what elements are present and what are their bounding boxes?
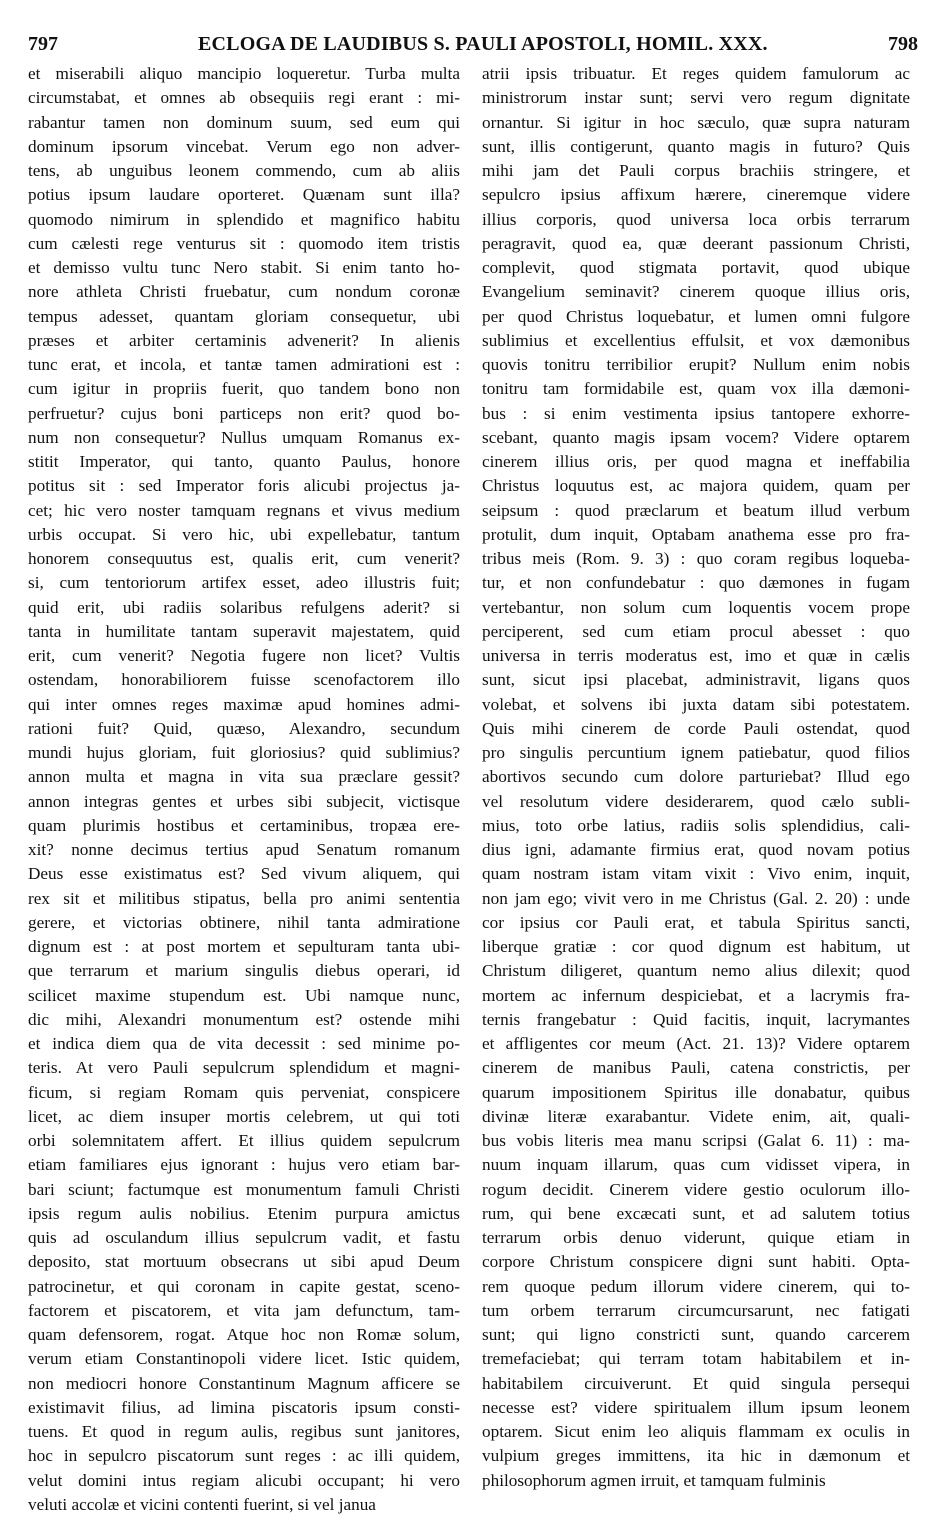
text-line: existimavit filius, ad limina piscatoris ipsum consti- — [28, 1397, 460, 1417]
right-text-column — [482, 62, 910, 1493]
text-line: annon multa et magna in vita sua præclare gessit? — [28, 767, 460, 787]
text-line: tur, et non confundebatur : quo dæmones in fugam — [482, 573, 910, 593]
text-line: seipsum : quod præclarum et beatum illud verbum — [482, 500, 910, 520]
text-line: et indica diem qua de vita decessit : sed minime po- — [28, 1034, 460, 1053]
text-line: mius, toto orbe latius, radiis solis splendidius, cali- — [482, 815, 910, 835]
text-line: volebat, et solvens ibi juxta datam sibi potestatem. — [482, 694, 910, 714]
text-line: stitit Imperator, qui tanto, quanto Paulus, honore — [28, 452, 460, 471]
text-line: bari sciunt; factumque est monumentum famuli Christi — [28, 1179, 460, 1199]
text-line: tremefaciebat; qui terram totam habitabilem et in- — [482, 1349, 910, 1369]
text-line: tens, ab unguibus leonem commendo, cum ab aliis — [28, 161, 460, 180]
text-line: rem quoque pedum illorum videre cinerem, qui to- — [482, 1276, 910, 1296]
text-line: bus vobis literis mea manu scripsi (Galat 6. 11) : ma- — [482, 1131, 910, 1150]
text-line: rex sit et militibus stipatus, bella pro animi sententia — [28, 888, 460, 908]
text-line: orbi solemnitatem affert. Et illius quidem sepulcrum — [28, 1131, 460, 1150]
page-number-left: 797 — [28, 33, 58, 55]
text-line: Quis mihi cinerem de corde Pauli ostendat, quod — [482, 718, 910, 738]
text-line: quam nostram istam vitam vixit : Vivo enim, inquit, — [482, 864, 910, 884]
text-line: quomodo nimirum in splendido et magnifico habitu — [28, 209, 460, 229]
text-line: sunt; qui ligno constricti sunt, quando carcerem — [482, 1325, 910, 1344]
text-line: si, cum tentoriorum artifex esset, adeo illustris fuit; — [28, 573, 460, 593]
text-line: gerere, et victorias obtinere, nihil tanta admiratione — [28, 912, 460, 932]
text-line: vertebantur, non solum cum loquentis vocem prope — [482, 597, 910, 617]
text-line: potitus sit : sed Imperator foris alicubi projectus ja- — [28, 476, 460, 496]
text-line: divinæ literæ exarabantur. Videte enim, ait, quali- — [482, 1106, 910, 1126]
text-line: sunt, sicut ipsi placebat, administravit, ligans quos — [482, 670, 910, 690]
text-line: præses et arbiter certaminis advenerit? In alienis — [28, 330, 460, 350]
text-line: teris. At vero Pauli sepulcrum splendidum et magni- — [28, 1058, 460, 1078]
text-line: necesse est? videre spiritualem illum ipsum leonem — [482, 1397, 910, 1417]
text-line: sunt, illis contigerunt, quanto magis in futuro? Quis — [482, 136, 910, 156]
text-line: Christum diligeret, quantum nemo alius dilexit; quod — [482, 961, 910, 981]
text-line: tonitru tam formidabile est, quam vox illa dæmoni- — [482, 379, 910, 399]
text-line: complevit, quod stigmata portavit, quod ubique — [482, 258, 910, 277]
text-line: erit, cum venerit? Negotia fugere non licet? Vultis — [28, 646, 460, 665]
text-line: dic mihi, Alexandri monumentum est? ostende mihi — [28, 1009, 460, 1029]
text-line: mundi hujus gloriam, fuit gloriosius? quid sublimius? — [28, 743, 460, 762]
text-line: atrii ipsis tribuatur. Et reges quidem famulorum ac — [482, 64, 910, 83]
text-line: ornantur. Si igitur in hoc sæculo, quæ supra naturam — [482, 112, 910, 132]
text-line: cinerem de manibus Pauli, catena constrictis, per — [482, 1058, 910, 1078]
text-line: dominum ipsorum vincebat. Verum ego non adver- — [28, 136, 460, 156]
text-line: honorem consequutus est, qualis erit, cum venerit? — [28, 549, 460, 568]
text-line: perciperent, sed cum etiam procul abesset : quo — [482, 621, 910, 641]
text-line: quarum impositionem Spiritus ille donabatur, quibus — [482, 1082, 910, 1102]
text-line: cum cælesti rege venturus sit : quomodo item tristis — [28, 233, 460, 253]
text-line: universa in terris moderatus est, imo et quæ in cælis — [482, 646, 910, 665]
text-line: quid erit, ubi radiis solaribus refulgens aderit? si — [28, 597, 460, 617]
text-line: velut domini intus regiam alicubi occupant; hi vero — [28, 1470, 460, 1490]
text-line: potius ipsum laudare oporteret. Quænam sunt illa? — [28, 185, 460, 205]
text-line: bus : si enim vestimenta ipsius tantopere exhorre- — [482, 403, 910, 423]
text-line: Christus loquutus est, ac majora quidem, quam per — [482, 476, 910, 496]
text-line: liberque gratiæ : cor quod dignum est habitum, ut — [482, 937, 910, 956]
text-line: cum igitur in propriis fuerit, quo tandem bono non — [28, 379, 460, 399]
text-line: scilicet maxime stupendum est. Ubi namque nunc, — [28, 985, 460, 1005]
text-line: Deus esse existimatus est? Sed vivum aliquem, qui — [28, 864, 460, 884]
text-line: tanta in humilitate tantam superavit majestatem, quid — [28, 621, 460, 641]
text-line: tunc erat, et incola, et tantæ tamen admirationi est : — [28, 355, 460, 374]
text-line: optarem. Sicut enim leo aliquis flammam ex oculis in — [482, 1422, 910, 1441]
text-line: tribus meis (Rom. 9. 3) : quo coram regibus loqueba- — [482, 549, 910, 568]
text-line: peragravit, quod ea, quæ deerant passionum Christi, — [482, 233, 910, 253]
text-line: cor ipsius cor Pauli erat, et tabula Spiritus sancti, — [482, 912, 910, 932]
running-header — [28, 33, 918, 59]
text-line: quam plurimis hostibus et certaminibus, tropæa ere- — [28, 815, 460, 835]
text-line: sepulcro ipsius affixum hærere, cineremque videre — [482, 185, 910, 205]
text-line: licet, ac diem insuper mortis celebrem, ut qui toti — [28, 1106, 460, 1126]
text-line: cet; hic vero noster tamquam regnans et vivus medium — [28, 500, 460, 520]
running-title: ECLOGA DE LAUDIBUS S. PAULI APOSTOLI, HOMIL. XXX. — [198, 33, 768, 55]
text-line: ternis frangebatur : Quid facitis, inquit, lacrymantes — [482, 1009, 910, 1029]
text-line: nuum inquam illarum, quas cum vidisset vipera, in — [482, 1155, 910, 1175]
text-line: corpore Christum conspicere digni sunt habiti. Opta- — [482, 1252, 910, 1272]
text-line: tuens. Et quod in regum aulis, regibus sunt janitores, — [28, 1422, 460, 1441]
text-line: per quod Christus loquebatur, et lumen omni fulgore — [482, 306, 910, 326]
left-text-column — [28, 62, 460, 1517]
text-line: non mediocri honore Constantinum Magnum afficere se — [28, 1373, 460, 1393]
text-line: veluti accolæ et vicini contenti fuerint, si vel janua — [28, 1494, 376, 1514]
text-line: nore athleta Christi fruebatur, cum nondum coronæ — [28, 282, 460, 302]
text-line: perfruetur? cujus boni particeps non erit? quod bo- — [28, 403, 460, 423]
text-line: sublimius et excellentius effulsit, et vox dæmonibus — [482, 330, 910, 350]
text-line: rum, qui bene excæcati sunt, et ad salutem totius — [482, 1203, 910, 1223]
text-line: deposito, stat mortuum obsecrans ut sibi apud Deum — [28, 1252, 460, 1272]
text-line: ficum, si regiam Romam quis perveniat, conspicere — [28, 1082, 460, 1102]
text-line: qui inter omnes reges maximæ apud homines admi- — [28, 694, 460, 714]
text-line: annon integras gentes et urbes sibi subjecit, victisque — [28, 791, 460, 811]
text-line: vulpium greges immittens, ita hic in dæmonum et — [482, 1446, 910, 1466]
text-line: terrarum orbis denuo viderunt, quique etiam in — [482, 1228, 910, 1247]
text-line: patrocinetur, et qui coronam in capite gestat, sceno- — [28, 1276, 460, 1296]
text-line: hoc in sepulcro piscatorum sunt reges : ac illi quidem, — [28, 1446, 460, 1466]
text-line: dignum est : at post mortem et sepulturam tanta ubi- — [28, 937, 460, 956]
text-line: mortem ac infernum despiciebat, et a lacrymis fra- — [482, 985, 910, 1005]
text-line: ipsis regum aulis nobilius. Etenim purpura amictus — [28, 1203, 460, 1223]
text-line: urbis occupat. Si vero hic, ubi expellebatur, tantum — [28, 524, 460, 544]
text-line: tum orbem terrarum circumcursarunt, nec fatigati — [482, 1300, 910, 1320]
text-line: et miserabili aliquo mancipio loqueretur. Turba multa — [28, 64, 460, 83]
text-line: abortivos secundo cum dolore parturiebat? Illud ego — [482, 767, 910, 787]
text-line: quovis tonitru terribilior erupit? Nullum enim nobis — [482, 355, 910, 374]
text-line: tempus adesset, quantam gloriam consequetur, ubi — [28, 306, 460, 326]
text-line: verum etiam Constantinopoli videre licet. Istic quidem, — [28, 1349, 460, 1369]
text-line: et affligentes cor meum (Act. 21. 13)? Videre optarem — [482, 1034, 910, 1053]
text-line: non jam ego; vivit vero in me Christus (Gal. 2. 20) : unde — [482, 888, 910, 908]
text-line: xit? nonne decimus tertius apud Senatum romanum — [28, 840, 460, 859]
text-line: vel resolutum videre desiderarem, quod cælo subli- — [482, 791, 910, 811]
text-line: habitabilem circuiverunt. Et quid singula persequi — [482, 1373, 910, 1393]
text-line: ostendam, honorabiliorem fuisse scenofactorem illo — [28, 670, 460, 690]
text-line: rationi fuit? Quid, quæso, Alexandro, secundum — [28, 718, 460, 738]
text-line: dius igni, adamante firmius erat, quod novam potius — [482, 840, 910, 859]
text-line: rogum decidit. Cinerem videre gestio oculorum illo- — [482, 1179, 910, 1199]
page-number-right: 798 — [888, 33, 918, 55]
text-line: Evangelium seminavit? cinerem quoque illius oris, — [482, 282, 910, 302]
text-line: protulit, dum inquit, Optabam anathema esse pro fra- — [482, 524, 910, 544]
text-line: que terrarum et marium singulis diebus operari, id — [28, 961, 460, 981]
text-line: philosophorum agmen irruit, et tamquam fulminis — [482, 1470, 826, 1490]
text-line: mihi jam det Pauli corpus brachiis stringere, et — [482, 161, 910, 180]
text-line: cinerem illius oris, per quod magna et ineffabilia — [482, 452, 910, 471]
text-line: scebant, quanto magis ipsam vocem? Videre optarem — [482, 427, 910, 447]
text-line: ministrorum instar sunt; servi vero regum dignitate — [482, 88, 910, 108]
text-line: quam defensorem, rogat. Atque hoc non Romæ solum, — [28, 1325, 460, 1344]
text-line: illius corporis, quod universa loca orbis terrarum — [482, 209, 910, 229]
text-line: rabantur tamen non dominum suum, sed eum qui — [28, 112, 460, 132]
text-line: num non consequetur? Nullus umquam Romanus ex- — [28, 427, 460, 447]
text-line: etiam familiares ejus ignorant : hujus vero etiam bar- — [28, 1155, 460, 1175]
text-line: quis ad osculandum illius sepulcrum vadit, et fastu — [28, 1228, 460, 1247]
text-line: circumstabat, et omnes ab obsequiis regi erant : mi- — [28, 88, 460, 108]
text-line: factorem et piscatorem, et vita jam defunctum, tam- — [28, 1300, 460, 1320]
text-line: pro singulis percuntium ignem patiebatur, quod filios — [482, 743, 910, 762]
text-line: et demisso vultu tunc Nero stabit. Si enim tanto ho- — [28, 258, 460, 277]
